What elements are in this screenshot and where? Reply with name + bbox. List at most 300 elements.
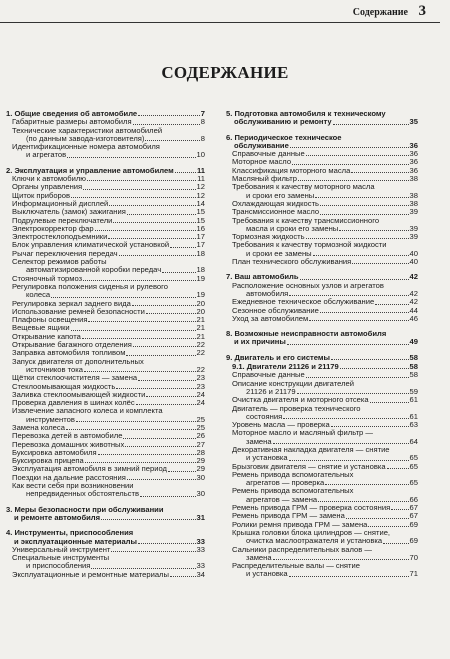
toc-text: Справочные данные	[232, 149, 305, 159]
page-ref: 8	[200, 133, 205, 143]
page-ref: 18	[196, 265, 205, 275]
toc-text: Ролики ремня привода ГРМ — замена	[232, 519, 368, 529]
toc-text: Вещевые ящики	[12, 323, 70, 333]
toc-text: Плафоны освещения	[12, 315, 88, 325]
page-ref: 61	[409, 395, 418, 405]
dot-leader	[84, 371, 196, 372]
dot-leader	[76, 421, 196, 422]
toc-line	[232, 570, 418, 578]
toc-text: 1. Общие сведения об автомобиле	[6, 109, 138, 118]
toc-text: обслуживание	[234, 140, 289, 150]
dot-leader	[162, 272, 195, 273]
dot-leader	[170, 576, 196, 577]
page-ref: 12	[196, 182, 205, 192]
dot-leader	[127, 479, 196, 480]
toc-text: Габаритные размеры автомобиля	[12, 117, 132, 127]
toc-text: Органы управления	[12, 182, 83, 192]
toc-text: Открывание капота	[12, 331, 81, 341]
dot-leader	[320, 205, 409, 206]
page-ref: 39	[409, 232, 418, 242]
toc-entry[interactable]	[226, 471, 418, 488]
toc-left-column	[6, 110, 205, 579]
page-ref: 66	[409, 494, 418, 504]
dot-leader	[138, 115, 200, 116]
toc-text: Буксировка прицепа	[12, 456, 84, 466]
page-ref: 17	[196, 232, 205, 242]
page-ref: 23	[196, 381, 205, 391]
toc-entry[interactable]	[226, 258, 418, 266]
page-ref: 67	[409, 503, 418, 513]
dot-leader	[133, 346, 196, 347]
dot-leader	[313, 255, 409, 256]
page-ref: 21	[196, 323, 205, 333]
dot-leader	[320, 312, 409, 313]
page-ref: 15	[196, 207, 205, 217]
toc-text: Ремень привода вспомогательных	[232, 469, 354, 479]
toc-text: Ремень привода ГРМ — проверка состояния	[232, 503, 391, 513]
toc-entry[interactable]	[6, 143, 205, 160]
toc-text: Распределительные валы — снятие	[232, 561, 360, 571]
dot-leader	[292, 164, 409, 165]
dot-leader	[168, 471, 196, 472]
toc-text: обслуживанию и ремонту	[234, 117, 332, 127]
toc-title: СОДЕРЖАНИЕ	[161, 63, 289, 82]
page-ref: 36	[409, 165, 418, 175]
page-ref: 8	[200, 117, 205, 127]
page-ref: 18	[196, 248, 205, 258]
page-ref: 36	[409, 140, 418, 150]
dot-leader	[318, 501, 408, 502]
toc-text: Охлаждающая жидкость	[232, 198, 320, 208]
toc-text: Тормозная жидкость	[232, 232, 305, 242]
toc-entry[interactable]	[226, 315, 418, 323]
toc-text: Ремень привода ГРМ — замена	[232, 511, 345, 521]
toc-text: и агрегатов	[26, 150, 67, 160]
dot-leader	[339, 230, 408, 231]
page-ref: 33	[196, 561, 205, 571]
dot-leader	[290, 147, 409, 148]
toc-text: Подрулевые переключатели	[12, 215, 113, 225]
toc-text: Сальники распределительных валов —	[232, 544, 372, 554]
dot-leader	[67, 157, 195, 158]
toc-text: Как вести себя при возникновении	[12, 481, 134, 491]
page-ref: 33	[196, 544, 205, 554]
page-ref: 38	[409, 174, 418, 184]
toc-entry[interactable]	[6, 358, 205, 375]
dot-leader	[133, 124, 200, 125]
toc-text: Сезонное обслуживание	[232, 305, 319, 315]
dot-leader	[127, 214, 196, 215]
dot-leader	[83, 189, 195, 190]
dot-leader	[109, 205, 195, 206]
toc-entry[interactable]	[226, 217, 418, 234]
page-ref: 49	[409, 337, 418, 347]
dot-leader	[138, 543, 196, 544]
page-ref: 44	[409, 305, 418, 315]
page-ref: 19	[196, 290, 205, 300]
toc-text: Электростеклоподъемники	[12, 232, 108, 242]
dot-leader	[340, 368, 409, 369]
toc-text: Открывание багажного отделения	[12, 340, 132, 350]
page-ref: 46	[409, 313, 418, 323]
dot-leader	[387, 468, 409, 469]
toc-text: Трансмиссионное масло	[232, 207, 320, 217]
toc-text: состояния	[246, 411, 283, 421]
dot-leader	[333, 124, 409, 125]
page-ref: 20	[196, 298, 205, 308]
page-header	[0, 0, 450, 26]
page-ref: 40	[409, 257, 418, 267]
page-ref: 29	[196, 464, 205, 474]
page-ref: 11	[196, 165, 205, 175]
toc-right-column	[226, 110, 418, 579]
page-ref: 70	[409, 552, 418, 562]
dot-leader	[71, 330, 196, 331]
toc-text: 2. Эксплуатация и управление автомобилем	[6, 165, 174, 175]
toc-text: 7. Ваш автомобиль	[226, 272, 299, 282]
page-number: 3	[418, 3, 426, 19]
toc-line	[226, 354, 418, 362]
page-ref: 58	[409, 370, 418, 380]
toc-text: очистка маслоотражателя и установка	[246, 536, 383, 546]
toc-text: Запуск двигателя от дополнительных	[12, 356, 144, 366]
page-ref: 15	[196, 215, 205, 225]
toc-text: Специальные инструменты	[12, 553, 110, 563]
dot-leader	[125, 446, 195, 447]
page-ref: 22	[196, 340, 205, 350]
toc-text: Требования к качеству тормозной жидкости	[232, 240, 387, 250]
toc-text: Описание конструкции двигателей	[232, 378, 354, 388]
toc-entry[interactable]	[226, 529, 418, 546]
dot-leader	[146, 313, 196, 314]
toc-text: Крышка головки блока цилиндров — снятие,	[232, 527, 391, 537]
dot-leader	[391, 509, 408, 510]
dot-leader	[273, 559, 409, 560]
toc-text: Проверка давления в шинах колёс	[12, 398, 135, 408]
toc-section[interactable]	[226, 354, 418, 362]
toc-text: источников тока	[26, 364, 83, 374]
page-ref: 30	[196, 489, 205, 499]
page-ref: 11	[197, 174, 205, 184]
dot-leader	[346, 518, 409, 519]
page-ref: 59	[409, 386, 418, 396]
dot-leader	[331, 426, 409, 427]
toc-entry[interactable]	[6, 571, 205, 579]
toc-text: Расположение основных узлов и агрегатов	[232, 280, 384, 290]
dot-leader	[140, 496, 196, 497]
toc-text: Уровень масла — проверка	[232, 420, 330, 430]
dot-leader	[82, 338, 196, 339]
toc-text: инструментов	[26, 414, 75, 424]
toc-text: и ремонте автомобиля	[14, 512, 101, 522]
toc-text: Информационный дисплей	[12, 198, 109, 208]
toc-text: Заливка стеклоомывающей жидкости	[12, 389, 146, 399]
toc-text: и установка	[246, 453, 288, 463]
page-ref: 38	[409, 190, 418, 200]
toc-text: Идентификационные номера автомобиля	[12, 142, 160, 152]
page-ref: 24	[196, 398, 205, 408]
page-ref: 36	[409, 149, 418, 159]
toc-line	[232, 315, 418, 323]
page-ref: 63	[409, 420, 418, 430]
toc-text: 21126 и 21179	[246, 386, 296, 396]
page-ref: 42	[409, 272, 418, 282]
dot-leader	[123, 438, 195, 439]
dot-leader	[91, 568, 195, 569]
toc-text: автоматизированной коробки передач	[26, 265, 162, 275]
page-ref: 29	[196, 456, 205, 466]
dot-leader	[126, 355, 195, 356]
page-ref: 33	[196, 536, 205, 546]
toc-text: Селектор режимов работы	[12, 257, 107, 267]
page-ref: 58	[409, 352, 418, 362]
dot-leader	[119, 255, 196, 256]
dot-leader	[51, 297, 195, 298]
page-ref: 65	[409, 478, 418, 488]
toc-text: Стояночный тормоз	[12, 273, 83, 283]
page-ref: 42	[409, 297, 418, 307]
page-ref: 64	[409, 436, 418, 446]
toc-line	[12, 151, 205, 159]
toc-text: Перевозка домашних животных	[12, 439, 125, 449]
page-ref: 20	[196, 306, 205, 316]
toc-text: Эксплуатация автомобиля в зимний период	[12, 464, 167, 474]
toc-entry[interactable]	[226, 562, 418, 579]
toc-text: колеса	[26, 290, 51, 300]
toc-text: Выключатель (замок) зажигания	[12, 207, 126, 217]
toc-text: Декоративная накладка двигателя — снятие	[232, 444, 390, 454]
toc-text: Замена колеса	[12, 422, 65, 432]
toc-text: 5. Подготовка автомобиля к техническому	[226, 109, 386, 118]
toc-text: замена	[246, 436, 272, 446]
toc-text: Ежедневное техническое обслуживание	[232, 297, 375, 307]
toc-entry[interactable]	[226, 546, 418, 563]
toc-text: Ключи к автомобилю	[12, 174, 86, 184]
page-ref: 27	[196, 439, 205, 449]
dot-leader	[300, 279, 409, 280]
toc-text: масла и сроки его замены	[246, 223, 339, 233]
toc-text: Извлечение запасного колеса и комплекта	[12, 406, 163, 416]
dot-leader	[132, 305, 196, 306]
toc-text: и установка	[246, 569, 288, 579]
toc-text: План технического обслуживания	[232, 257, 352, 267]
toc-text: Классификация моторного масла	[232, 165, 351, 175]
toc-text: 9.1. Двигатели 21126 и 21179	[232, 362, 339, 372]
toc-entry[interactable]	[226, 183, 418, 200]
dot-leader	[88, 321, 195, 322]
toc-section[interactable]	[226, 330, 418, 347]
toc-section[interactable]	[6, 529, 205, 546]
toc-text: Двигатель — проверка технического	[232, 403, 361, 413]
page-ref: 22	[196, 364, 205, 374]
toc-text: (по данным завода-изготовителя)	[26, 133, 145, 143]
toc-text: 9. Двигатель и его системы	[226, 352, 330, 362]
toc-line	[226, 338, 418, 346]
toc-entry[interactable]	[226, 429, 418, 446]
dot-leader	[306, 377, 409, 378]
toc-text: Стеклоомывающая жидкость	[12, 381, 116, 391]
dot-leader	[289, 576, 409, 577]
toc-text: и эксплуатационные материалы	[14, 536, 137, 546]
dot-leader	[145, 140, 199, 141]
toc-entry[interactable]	[6, 127, 205, 144]
toc-text: 4. Инструменты, приспособления	[6, 528, 134, 538]
toc-text: Масляный фильтр	[232, 174, 297, 184]
toc-text: Электрокорректор фар	[12, 223, 94, 233]
toc-entry[interactable]	[6, 407, 205, 424]
toc-entry[interactable]	[226, 380, 418, 397]
dot-leader	[306, 238, 409, 239]
dot-leader	[108, 238, 195, 239]
toc-text: Брызговик двигателя — снятие и установка	[232, 461, 386, 471]
page-ref: 12	[196, 190, 205, 200]
dot-leader	[95, 230, 196, 231]
dot-leader	[383, 543, 408, 544]
page-ref: 38	[409, 198, 418, 208]
running-header-title: Содержание	[352, 7, 408, 18]
page-ref: 16	[196, 223, 205, 233]
page-ref: 25	[196, 414, 205, 424]
dot-leader	[287, 344, 409, 345]
toc-entry[interactable]	[6, 482, 205, 499]
toc-text: Моторное масло	[232, 157, 292, 167]
toc-line	[226, 118, 418, 126]
toc-entry[interactable]	[226, 487, 418, 504]
page-ref: 31	[196, 512, 205, 522]
dot-leader	[66, 429, 196, 430]
toc-entry[interactable]	[226, 446, 418, 463]
page-ref: 14	[196, 198, 205, 208]
page-ref: 67	[409, 511, 418, 521]
page-ref: 26	[196, 431, 205, 441]
dot-leader	[85, 462, 196, 463]
page-ref: 23	[196, 373, 205, 383]
dot-leader	[101, 519, 195, 520]
toc-text: 3. Меры безопасности при обслуживании	[6, 504, 164, 514]
dot-leader	[370, 402, 409, 403]
toc-text: Моторное масло и масляный фильтр —	[232, 428, 373, 438]
toc-text: Регулировка положения сиденья и рулевого	[12, 281, 168, 291]
page-ref: 24	[196, 389, 205, 399]
toc-line	[12, 490, 205, 498]
dot-leader	[289, 460, 409, 461]
dot-leader	[175, 172, 196, 173]
toc-text: и приспособления	[26, 561, 91, 571]
page-ref: 25	[196, 422, 205, 432]
toc-section[interactable]	[226, 134, 418, 151]
dot-leader	[146, 396, 195, 397]
page-ref: 10	[196, 150, 205, 160]
dot-leader	[309, 320, 408, 321]
header-rule	[0, 22, 440, 23]
toc-entry[interactable]	[226, 405, 418, 422]
toc-text: Уход за автомобилем	[232, 313, 309, 323]
page-ref: 7	[200, 109, 205, 118]
page-ref: 39	[409, 207, 418, 217]
toc-text: 8. Возможные неисправности автомобиля	[226, 329, 387, 339]
page-ref: 34	[196, 569, 205, 579]
dot-leader	[170, 247, 195, 248]
page-ref: 35	[409, 117, 418, 127]
page-ref: 30	[196, 472, 205, 482]
toc-text: агрегатов — замена	[246, 494, 318, 504]
toc-text: Использование ремней безопасности	[12, 306, 145, 316]
toc-text: и сроки ее замены	[246, 248, 312, 258]
page-ref: 17	[196, 240, 205, 250]
toc-text: Эксплуатационные и ремонтные материалы	[12, 569, 169, 579]
page-ref: 28	[196, 447, 205, 457]
page-ref: 69	[409, 536, 418, 546]
dot-leader	[325, 484, 408, 485]
toc-text: непредвиденных обстоятельств	[26, 489, 139, 499]
dot-leader	[111, 551, 195, 552]
dot-leader	[315, 197, 408, 198]
dot-leader	[289, 295, 408, 296]
toc-text: Перевозка детей в автомобиле	[12, 431, 123, 441]
dot-leader	[98, 454, 196, 455]
dot-leader	[283, 418, 408, 419]
dot-leader	[113, 222, 195, 223]
dot-leader	[306, 155, 409, 156]
toc-text: Щётки стеклоочистителя — замена	[12, 373, 138, 383]
page-ref: 21	[196, 331, 205, 341]
dot-leader	[273, 443, 409, 444]
dot-leader	[331, 359, 409, 360]
dot-leader	[320, 214, 408, 215]
page-ref: 61	[409, 411, 418, 421]
page-ref: 19	[196, 273, 205, 283]
toc-entry[interactable]	[6, 554, 205, 571]
toc-text: Регулировка зеркал заднего вида	[12, 298, 131, 308]
toc-text: Очистка двигателя и моторного отсека	[232, 395, 369, 405]
page-ref: 21	[196, 315, 205, 325]
toc-entry[interactable]	[6, 283, 205, 300]
dot-leader	[375, 304, 408, 305]
toc-text: 6. Периодическое техническое	[226, 132, 342, 142]
toc-section[interactable]	[226, 110, 418, 127]
dot-leader	[368, 526, 408, 527]
toc-text: агрегатов — проверка	[246, 478, 325, 488]
toc-text: Поездки на дальние расстояния	[12, 472, 126, 482]
page-ref: 71	[409, 569, 418, 579]
toc-text: Универсальный инструмент	[12, 544, 111, 554]
page-ref: 65	[409, 453, 418, 463]
dot-leader	[136, 404, 196, 405]
toc-text: Требования к качеству моторного масла	[232, 182, 375, 192]
toc-text: Рычаг переключения передач	[12, 248, 118, 258]
page-ref: 42	[409, 288, 418, 298]
dot-leader	[297, 393, 409, 394]
toc-section[interactable]	[6, 506, 205, 523]
toc-text: Щиток приборов	[12, 190, 71, 200]
toc-text: Справочные данные	[232, 370, 305, 380]
page-ref: 65	[409, 461, 418, 471]
toc-entry[interactable]	[226, 282, 418, 299]
toc-text: и сроки его замены	[246, 190, 315, 200]
toc-text: Ремень привода вспомогательных	[232, 486, 354, 496]
dot-leader	[71, 197, 196, 198]
toc-text: Заправка автомобиля топливом	[12, 348, 126, 358]
toc-text: Технические характеристики автомобилей	[12, 125, 163, 135]
toc-entry[interactable]	[226, 241, 418, 258]
toc-text: Требования к качеству трансмиссионного	[232, 215, 380, 225]
dot-leader	[87, 180, 196, 181]
page-ref: 39	[409, 223, 418, 233]
toc-entry[interactable]	[6, 258, 205, 275]
page-ref: 69	[409, 519, 418, 529]
toc-text: замена	[246, 552, 272, 562]
toc-line	[12, 571, 205, 579]
